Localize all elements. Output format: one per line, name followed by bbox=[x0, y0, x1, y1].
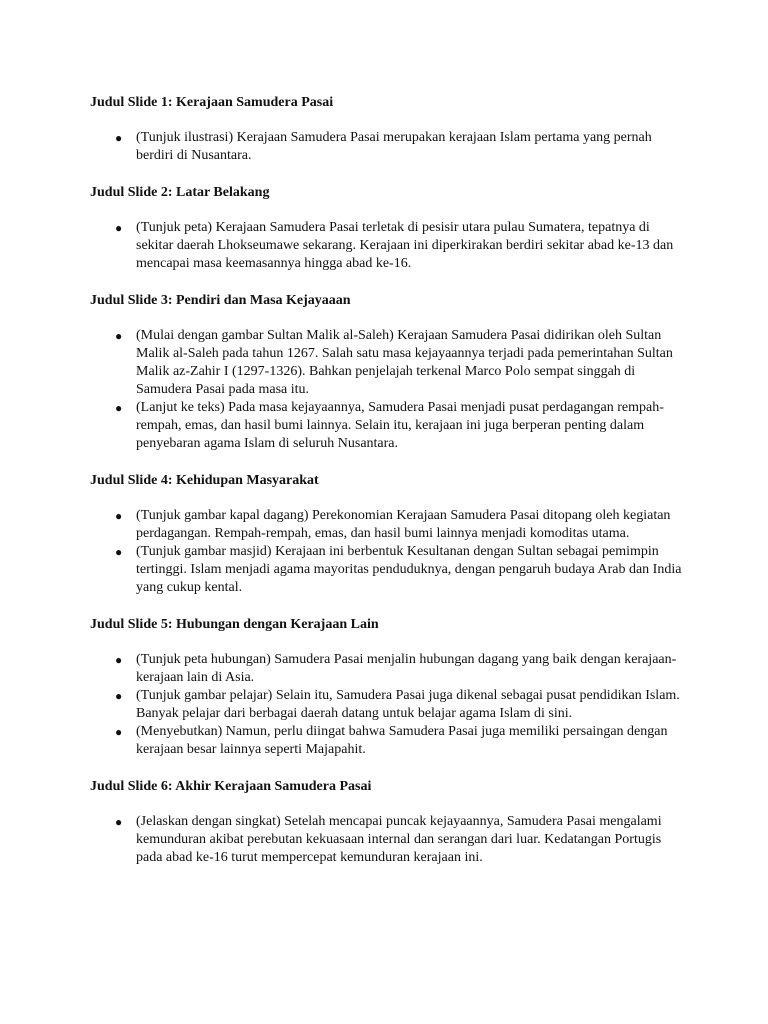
bullet-dot-icon: ● bbox=[115, 653, 123, 667]
section-2 bbox=[90, 184, 690, 273]
bullet-list bbox=[90, 651, 690, 759]
bullet-list bbox=[90, 813, 690, 867]
bullet-list bbox=[90, 327, 690, 453]
bullet-dot-icon: ● bbox=[115, 815, 123, 829]
list-item: ● (Mulai dengan gambar Sultan Malik al-Saleh) Kerajaan Samudera Pasai didirikan oleh Sultan Malik al-Saleh pada tahun 1267. Salah satu masa kejayaannya terjadi pada pemerintahan Sultan Malik az-Zahir I (1297-1326). Bahkan penjelajah terkenal Marco Polo sempat singgah di Samudera Pasai pada masa itu. bbox=[115, 328, 673, 397]
list-item: ● (Jelaskan dengan singkat) Setelah mencapai puncak kejayaannya, Samudera Pasai mengalami kemunduran akibat perebutan kekuasaan internal dan serangan dari luar. Kedatangan Portugis pada abad ke-16 turut mempercepat kemunduran kerajaan ini. bbox=[115, 814, 662, 865]
document-page bbox=[90, 94, 690, 886]
list-item: ● (Tunjuk gambar pelajar) Selain itu, Samudera Pasai juga dikenal sebagai pusat pendidikan Islam. Banyak pelajar dari berbagai daerah datang untuk belajar agama Islam di sini. bbox=[115, 688, 680, 721]
section-title: Judul Slide 5: Hubungan dengan Kerajaan Lain bbox=[90, 617, 379, 632]
bullet-dot-icon: ● bbox=[115, 221, 123, 235]
bullet-dot-icon: ● bbox=[115, 329, 123, 343]
list-item: ● (Menyebutkan) Namun, perlu diingat bahwa Samudera Pasai juga memiliki persaingan dengan kerajaan besar lainnya seperti Majapahit. bbox=[115, 724, 668, 757]
bullet-list bbox=[90, 129, 690, 165]
section-4 bbox=[90, 472, 690, 597]
bullet-dot-icon: ● bbox=[115, 401, 123, 415]
section-5 bbox=[90, 616, 690, 759]
list-item: ● (Tunjuk peta) Kerajaan Samudera Pasai terletak di pesisir utara pulau Sumatera, tepatnya di sekitar daerah Lhokseumawe sekarang. Kerajaan ini diperkirakan berdiri sekitar abad ke-13 dan mencapai masa keemasannya hingga abad ke-16. bbox=[115, 220, 674, 271]
section-title: Judul Slide 4: Kehidupan Masyarakat bbox=[90, 473, 319, 488]
bullet-dot-icon: ● bbox=[115, 689, 123, 703]
list-item: ● (Tunjuk peta hubungan) Samudera Pasai menjalin hubungan dagang yang baik dengan kerajaan-kerajaan lain di Asia. bbox=[115, 652, 677, 685]
section-title: Judul Slide 3: Pendiri dan Masa Kejayaaan bbox=[90, 293, 351, 308]
bullet-list bbox=[90, 219, 690, 273]
section-3 bbox=[90, 292, 690, 453]
list-item: ● (Lanjut ke teks) Pada masa kejayaannya, Samudera Pasai menjadi pusat perdagangan rempah-rempah, emas, dan hasil bumi lainnya. Selain itu, kerajaan ini juga berperan penting dalam penyebaran agama Islam di seluruh Nusantara. bbox=[115, 400, 664, 451]
section-6 bbox=[90, 778, 690, 867]
section-title: Judul Slide 1: Kerajaan Samudera Pasai bbox=[90, 95, 334, 110]
bullet-dot-icon: ● bbox=[115, 725, 123, 739]
section-title: Judul Slide 6: Akhir Kerajaan Samudera Pasai bbox=[90, 779, 372, 794]
section-title: Judul Slide 2: Latar Belakang bbox=[90, 185, 270, 200]
bullet-list bbox=[90, 507, 690, 597]
section-1 bbox=[90, 94, 690, 165]
list-item: ● (Tunjuk gambar masjid) Kerajaan ini berbentuk Kesultanan dengan Sultan sebagai pemimpin tertinggi. Islam menjadi agama mayoritas penduduknya, dengan pengaruh budaya Arab dan India yang cukup kental. bbox=[115, 544, 682, 595]
bullet-dot-icon: ● bbox=[115, 509, 123, 523]
bullet-dot-icon: ● bbox=[115, 545, 123, 559]
bullet-dot-icon: ● bbox=[115, 131, 123, 145]
list-item: ● (Tunjuk gambar kapal dagang) Perekonomian Kerajaan Samudera Pasai ditopang oleh kegiatan perdagangan. Rempah-rempah, emas, dan hasil bumi lainnya menjadi komoditas utama. bbox=[115, 508, 671, 541]
list-item: ● (Tunjuk ilustrasi) Kerajaan Samudera Pasai merupakan kerajaan Islam pertama yang pernah berdiri di Nusantara. bbox=[115, 130, 652, 163]
